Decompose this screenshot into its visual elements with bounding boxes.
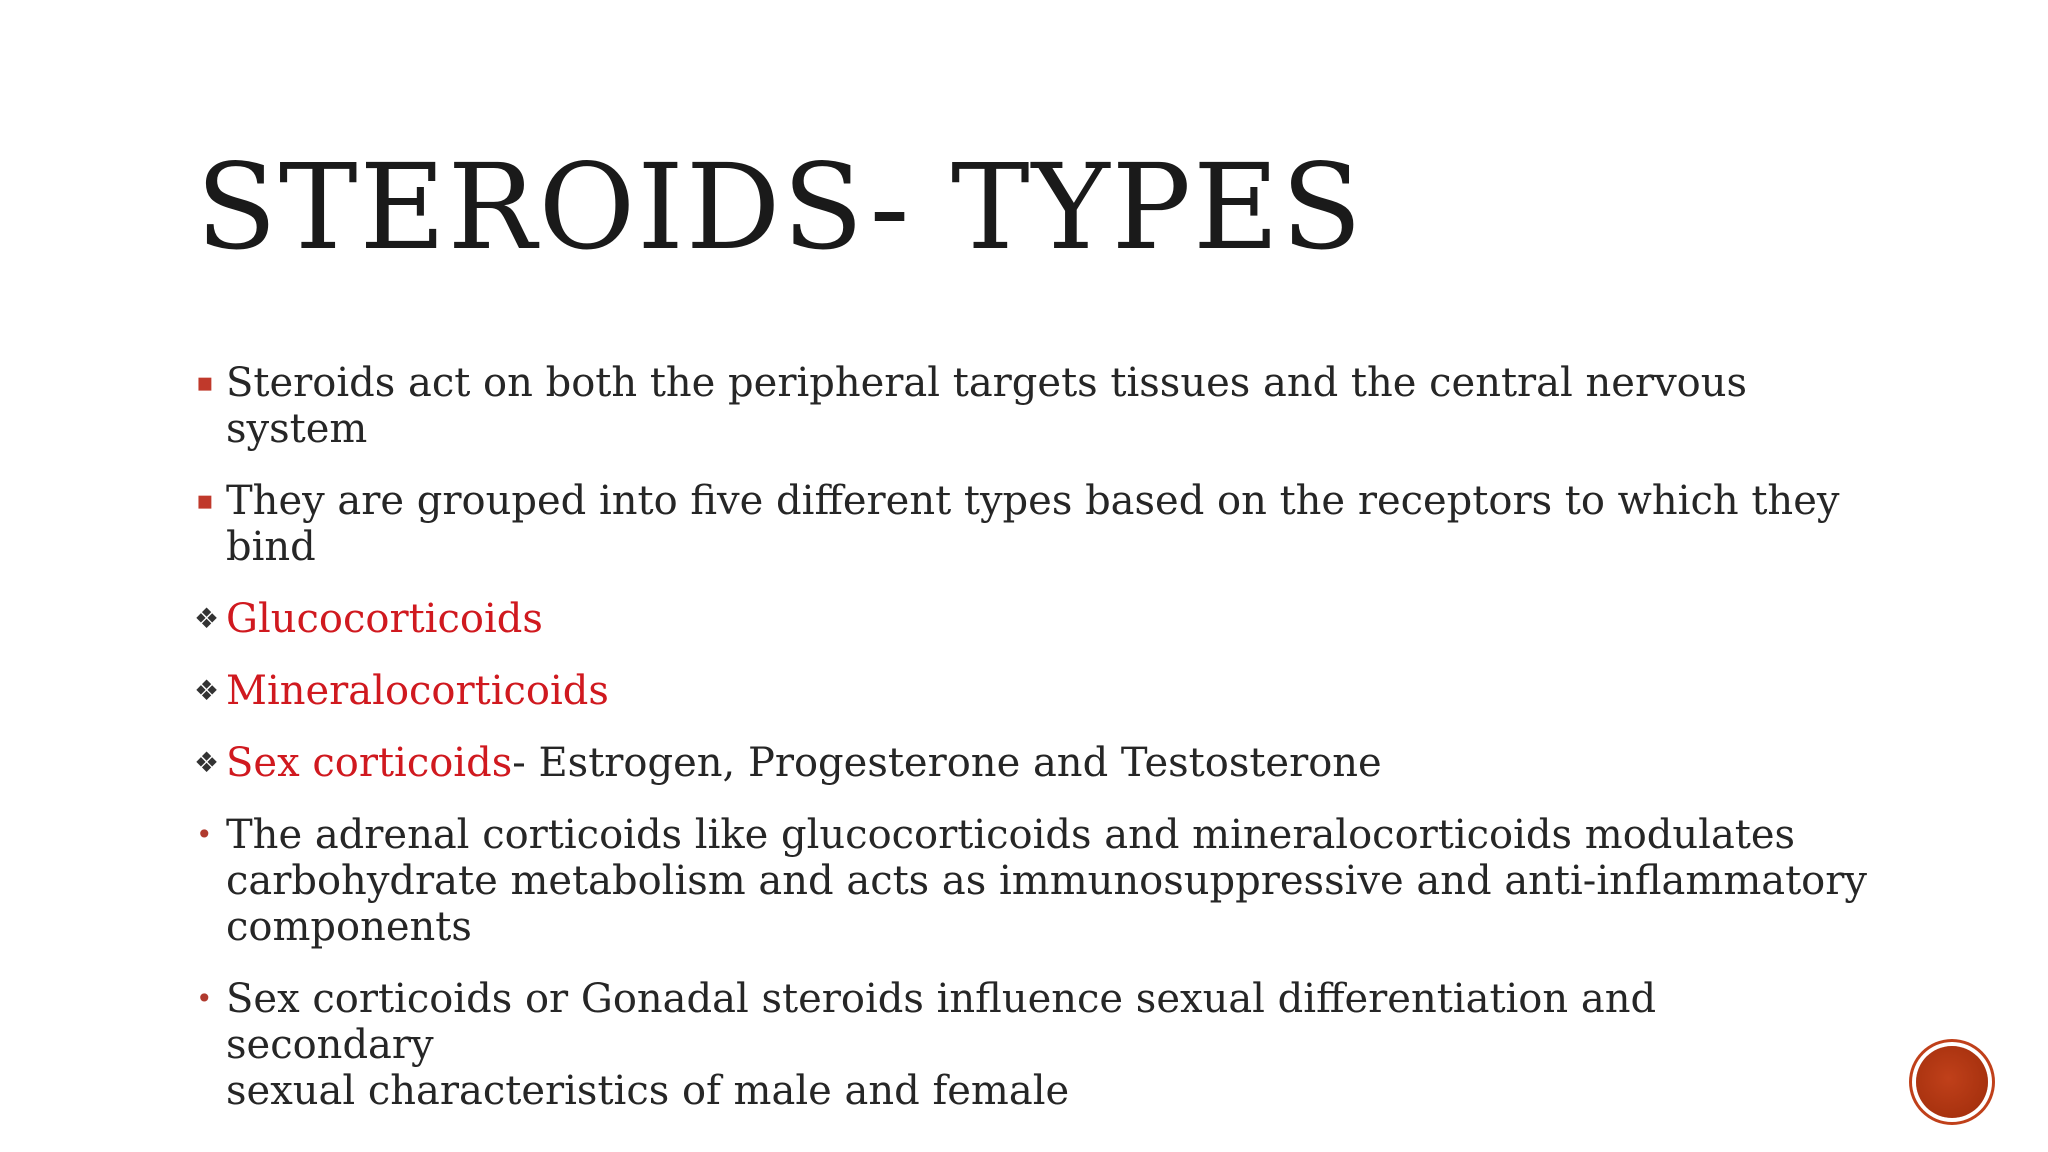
item-text-line: They are grouped into five different types based on the receptors to which they bbox=[226, 478, 1840, 524]
diamond-bullet-icon: ❖ bbox=[194, 746, 220, 779]
list-item bbox=[196, 478, 1876, 570]
list-item bbox=[196, 596, 1876, 642]
slide-title: STEROIDS- TYPES bbox=[196, 138, 1364, 276]
dot-bullet-icon: • bbox=[196, 818, 213, 851]
item-highlight-text: Sex corticoids bbox=[226, 740, 513, 786]
item-highlight-text: Mineralocorticoids bbox=[226, 668, 609, 714]
item-text-line: bind bbox=[226, 524, 316, 570]
item-text-line: components bbox=[226, 904, 472, 950]
item-text-line: The adrenal corticoids like glucocorticoids and mineralocorticoids modulates bbox=[226, 812, 1796, 858]
list-item bbox=[196, 976, 1876, 1114]
list-item bbox=[196, 360, 1876, 452]
diamond-bullet-icon: ❖ bbox=[194, 602, 220, 635]
item-text: Steroids act on both the peripheral targets tissues and the central nervous system bbox=[226, 360, 1748, 452]
list-item bbox=[196, 668, 1876, 714]
square-bullet-icon: ▪ bbox=[196, 368, 214, 398]
list-item bbox=[196, 812, 1876, 950]
diamond-bullet-icon: ❖ bbox=[194, 674, 220, 707]
list-item bbox=[196, 740, 1876, 786]
item-text-line: carbohydrate metabolism and acts as immunosuppressive and anti-inflammatory bbox=[226, 858, 1867, 904]
square-bullet-icon: ▪ bbox=[196, 486, 214, 516]
item-text-line: Sex corticoids or Gonadal steroids influence sexual differentiation and secondary bbox=[226, 976, 1657, 1068]
bullet-list bbox=[196, 360, 1876, 1140]
slide-nav-circle-button[interactable] bbox=[1916, 1046, 1988, 1118]
item-text: - Estrogen, Progesterone and Testosterone bbox=[512, 740, 1382, 786]
dot-bullet-icon: • bbox=[196, 982, 213, 1015]
item-highlight-text: Glucocorticoids bbox=[226, 596, 543, 642]
item-text-line: sexual characteristics of male and female bbox=[226, 1068, 1070, 1114]
